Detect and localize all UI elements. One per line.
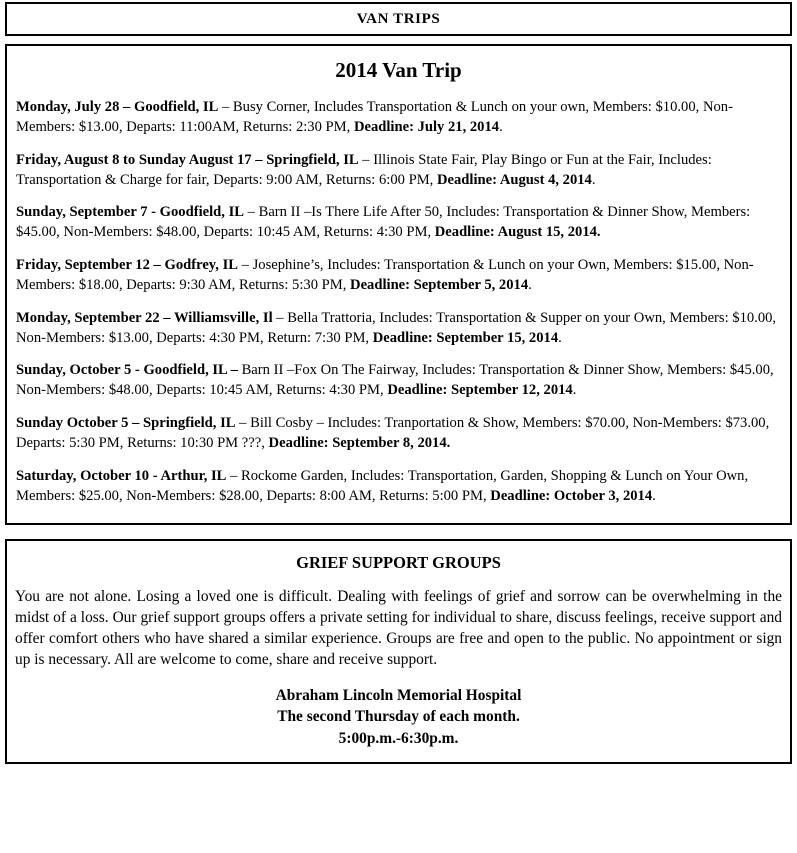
- trip-deadline: Deadline: August 15, 2014.: [434, 224, 601, 241]
- meeting-time: 5:00p.m.-6:30p.m.: [338, 730, 459, 748]
- trip-heading: Sunday October 5 – Springfield, IL: [16, 415, 236, 432]
- trip-deadline: Deadline: September 5, 2014: [350, 276, 529, 293]
- trip-heading: Friday, September 12 – Godfrey, IL: [16, 257, 239, 274]
- trip-suffix: .: [652, 487, 656, 504]
- trip-heading: Monday, July 28 – Goodfield, IL: [16, 99, 219, 115]
- trip-entry-springfield-bill-cosby: [16, 414, 781, 454]
- trip-body: – Josephine’s, Includes: Transportation & Lunch on your Own, Members: $15.00, Non-Members: $18.00, Departs: 9:30 AM, Returns: 5:30 PM,: [16, 257, 754, 293]
- trip-heading: Sunday, September 7 - Goodfield, IL: [16, 204, 244, 221]
- grief-support-paragraph: You are not alone. Losing a loved one is difficult. Dealing with feelings of grief and sorrow can be overwhelming in the midst of a loss. Our grief support groups offers a private setting for individual to share, discuss feelings, receive support and offer comfort others who have shared a similar experience. Groups are free and open to the public. No appointment or sign up is necessary. All are welcome to come, share and receive support.: [15, 587, 782, 669]
- van-trips-header-box: [5, 2, 792, 36]
- trip-suffix: .: [572, 382, 577, 399]
- trip-deadline: Deadline: July 21, 2014: [353, 118, 500, 135]
- trip-body: Barn II –Fox On The Fairway, Includes: Transportation & Dinner Show, Members: $45.00, Non-Members: $48.00, Departs: 10:45 AM, Returns: 4:30 PM,: [16, 362, 774, 399]
- trip-deadline: Deadline: September 12, 2014: [387, 382, 573, 399]
- trip-entry-godfrey-josephines: [16, 256, 781, 296]
- van-trip-2014-title: 2014 Van Trip: [335, 58, 462, 82]
- trip-heading: Sunday, October 5 - Goodfield, IL –: [16, 362, 238, 379]
- trip-suffix: .: [558, 329, 562, 346]
- trip-heading: Monday, September 22 – Williamsville, Il: [16, 309, 273, 326]
- trip-heading: Saturday, October 10 - Arthur, IL: [16, 467, 227, 484]
- meeting-day: The second Thursday of each month.: [277, 708, 520, 726]
- grief-support-schedule: [15, 685, 782, 751]
- grief-support-title: GRIEF SUPPORT GROUPS: [296, 552, 501, 572]
- trip-entry-goodfield-barn-ii-fox-fairway: [16, 361, 781, 401]
- trip-deadline: Deadline: August 4, 2014: [436, 171, 592, 188]
- van-trip-2014-box: [5, 44, 792, 525]
- trip-deadline: Deadline: October 3, 2014: [490, 487, 653, 504]
- trip-body: – Rockome Garden, Includes: Transportation, Garden, Shopping & Lunch on Your Own, Members: $25.00, Non-Members: $28.00, Departs: 8:00 AM, Returns: 5:00 PM,: [16, 467, 749, 504]
- trip-body: – Barn II –Is There Life After 50, Includes: Transportation & Dinner Show, Members: $45.00, Non-Members: $48.00, Departs: 10:45 AM, Returns: 4:30 PM,: [16, 204, 751, 241]
- trip-body: – Busy Corner, Includes Transportation & Lunch on your own, Members: $10.00, Non-Members: $13.00, Departs: 11:00AM, Returns: 2:30 PM,: [16, 99, 733, 135]
- trip-body: – Illinois State Fair, Play Bingo or Fun at the Fair, Includes: Transportation & Charge for fair, Departs: 9:00 AM, Returns: 6:00 PM,: [16, 151, 712, 188]
- trip-body: – Bella Trattoria, Includes: Transportation & Supper on your Own, Members: $10.00, Non-Members: $13.00, Departs: 4:30 PM, Return: 7:30 PM,: [16, 309, 777, 346]
- trip-entry-goodfield-july: [16, 98, 781, 138]
- trip-entry-arthur-rockome-garden: [16, 467, 781, 507]
- hospital-name: Abraham Lincoln Memorial Hospital: [275, 686, 522, 704]
- trip-suffix: .: [499, 118, 503, 135]
- trip-entry-springfield-state-fair: [16, 151, 781, 191]
- trip-suffix: .: [528, 276, 532, 293]
- trip-entry-williamsville-bella-trattoria: [16, 309, 781, 349]
- grief-support-box: [5, 539, 792, 765]
- trip-entry-goodfield-barn-ii-life-after-50: [16, 203, 781, 243]
- trip-body: – Bill Cosby – Includes: Tranportation & Show, Members: $70.00, Non-Members: $73.00, Departs: 5:30 PM, Returns: 10:30 PM ???,: [16, 415, 770, 451]
- trip-heading: Friday, August 8 to Sunday August 17 – Springfield, IL: [16, 151, 359, 168]
- section-title-van-trips: VAN TRIPS: [356, 11, 441, 27]
- trip-deadline: Deadline: September 8, 2014.: [268, 434, 451, 451]
- trip-deadline: Deadline: September 15, 2014: [372, 329, 559, 346]
- trip-suffix: .: [591, 171, 596, 188]
